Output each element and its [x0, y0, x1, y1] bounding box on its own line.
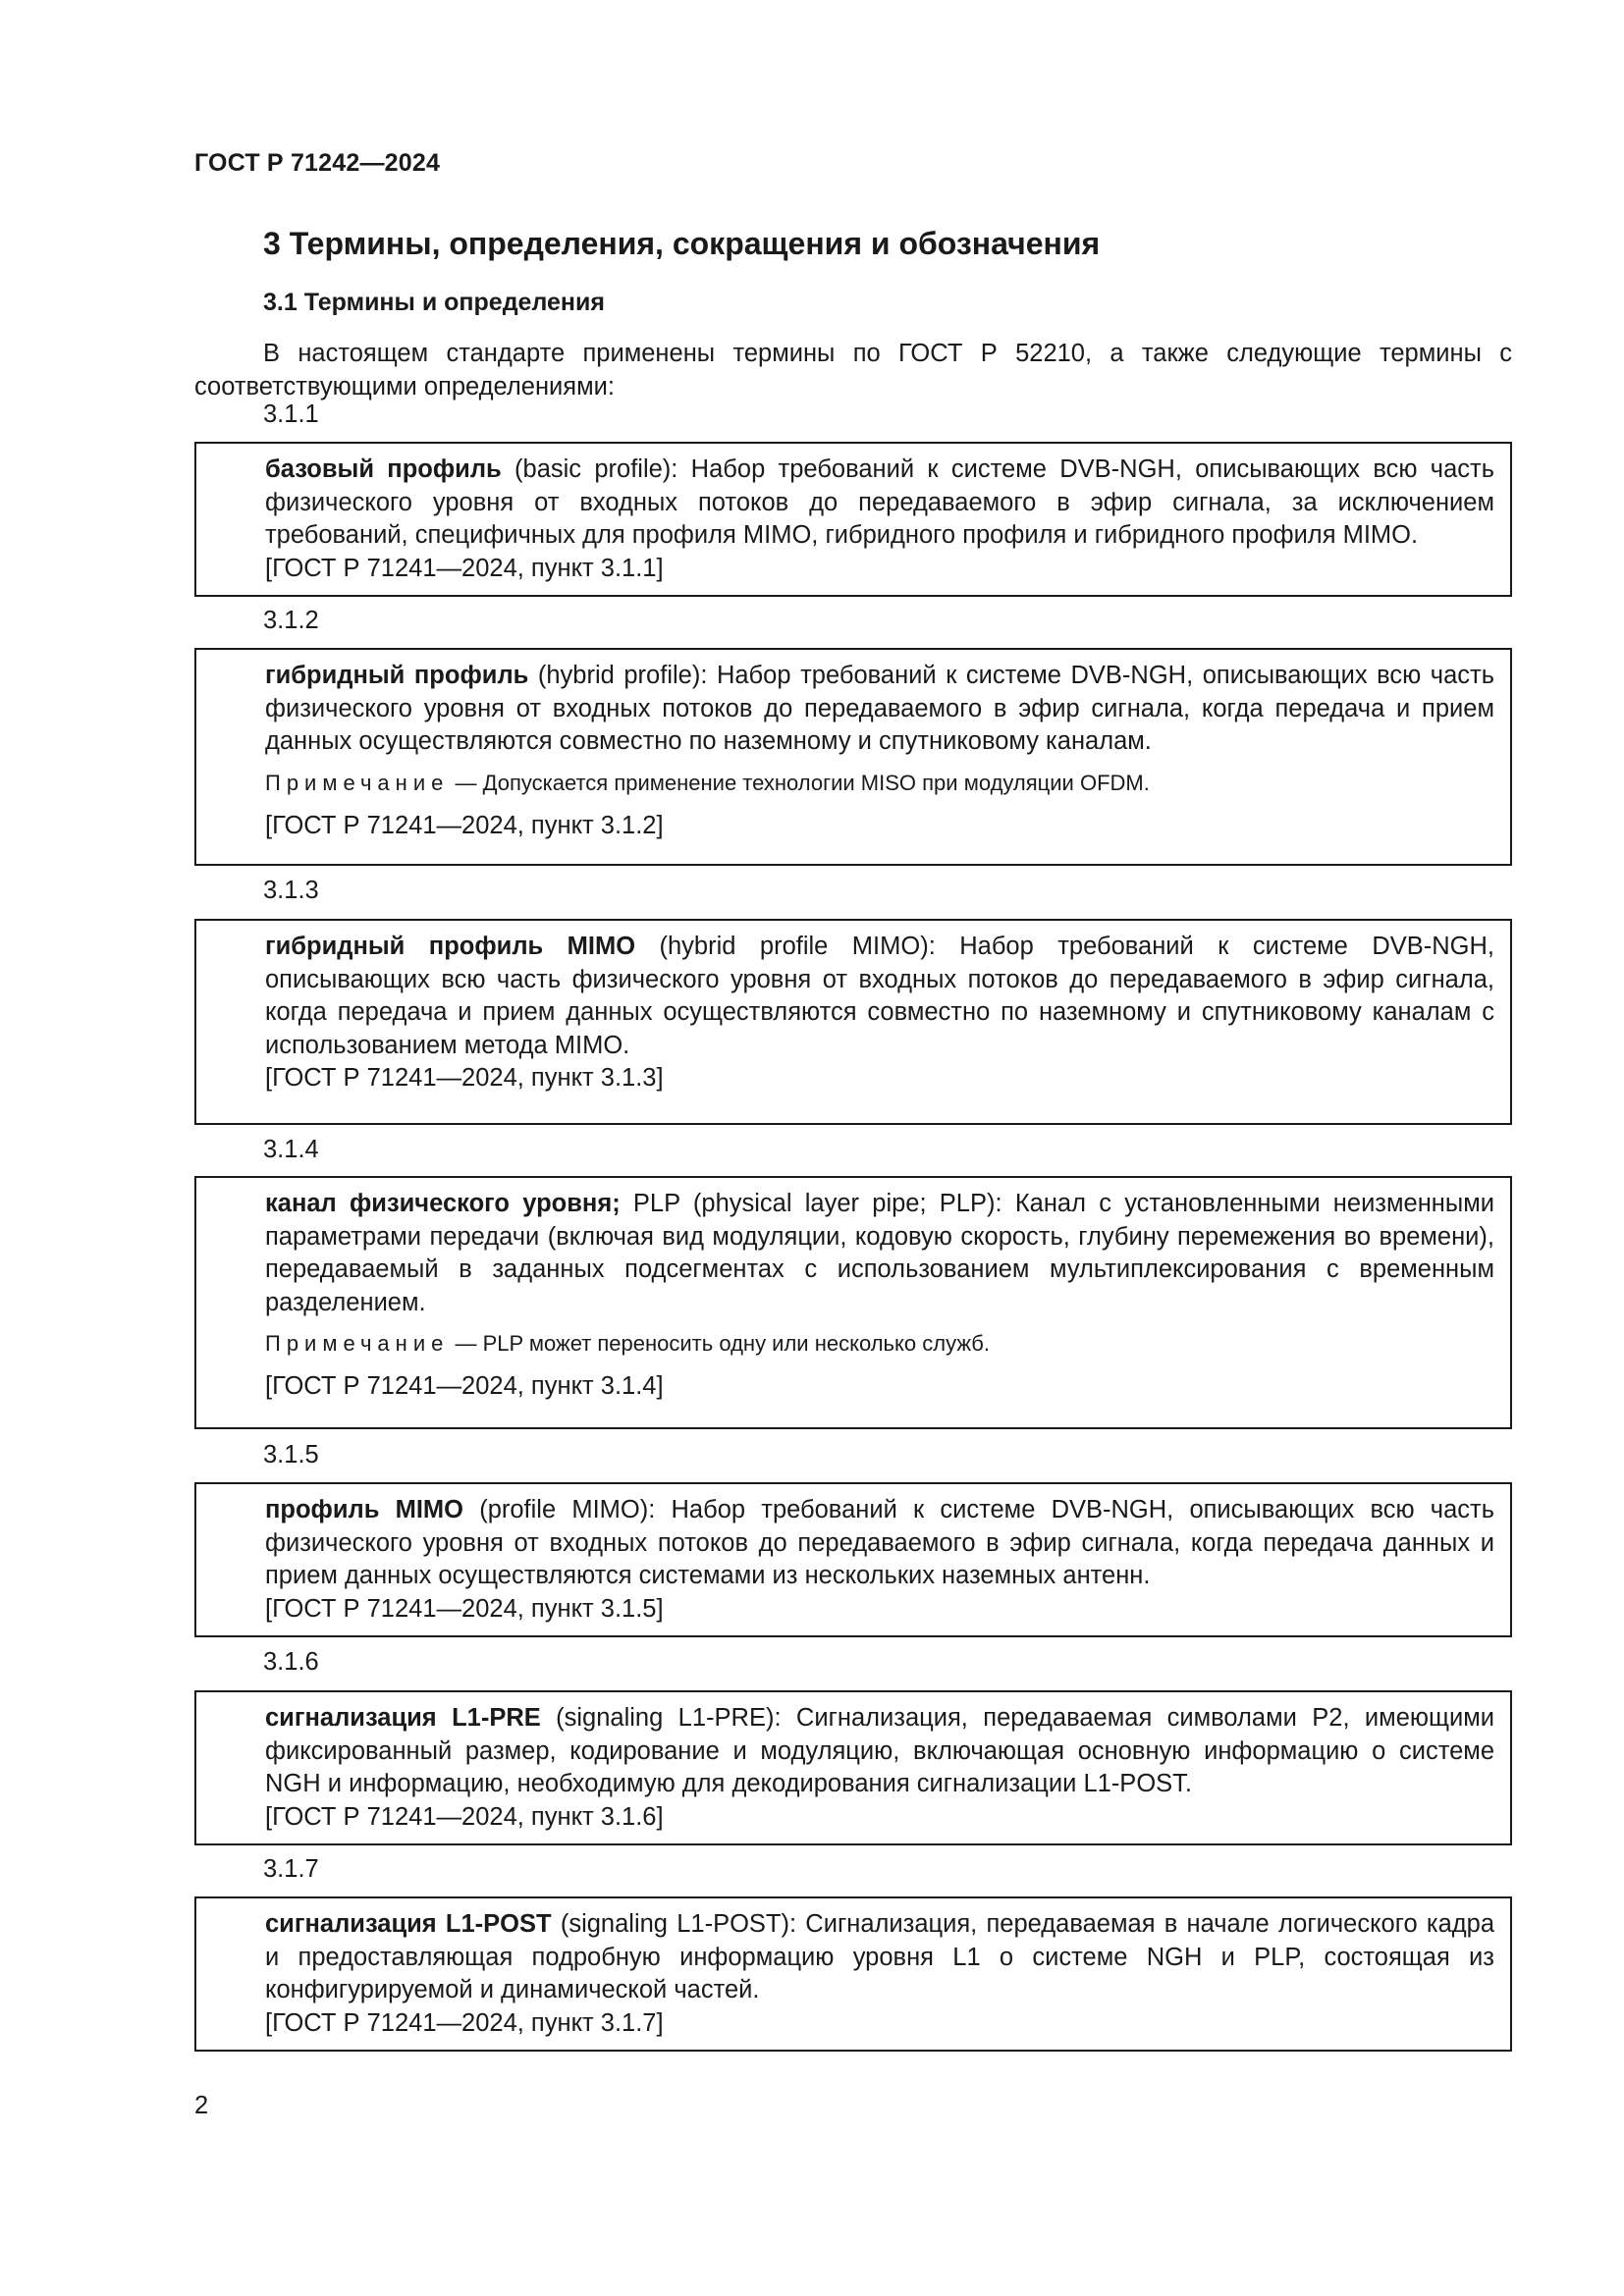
term-name: профиль MIMO — [265, 1496, 464, 1523]
term-number: 3.1.1 — [263, 400, 319, 428]
term-box — [194, 1176, 1512, 1429]
term-definition-text: (profile MIMO): Набор требований к системе DVB-NGH, описывающих всю часть физического уровня от входных потоков до передаваемого в эфир сигнала, когда передача данных и прием данных осуществляются системами из нескольких наземных антенн. — [265, 1496, 1494, 1589]
term-number: 3.1.7 — [263, 1855, 319, 1883]
term-source: [ГОСТ Р 71241—2024, пункт 3.1.5] — [265, 1594, 664, 1623]
term-number: 3.1.2 — [263, 607, 319, 634]
term-definition — [212, 660, 1494, 759]
term-source: [ГОСТ Р 71241—2024, пункт 3.1.1] — [265, 554, 664, 582]
term-definition-text: (hybrid profile): Набор требований к системе DVB-NGH, описывающих всю часть физического уровня от входных потоков до передаваемого в эфир сигнала, когда передача и прием данных осуществляются совместно по наземному и спутниковому каналам. — [265, 662, 1494, 755]
term-box — [194, 1690, 1512, 1845]
term-box — [194, 442, 1512, 597]
term-number: 3.1.3 — [263, 877, 319, 904]
term-box — [194, 919, 1512, 1125]
note-label: Примечание — [265, 770, 450, 795]
term-definition-text: (signaling L1-PRE): Сигнализация, передаваемая символами P2, имеющими фиксированный размер, кодирование и модуляцию, включающая основную информацию о системе NGH и информацию, необходимую для декодирования сигнализации L1-POST. — [265, 1704, 1494, 1797]
term-definition — [212, 1908, 1494, 2007]
term-box — [194, 1482, 1512, 1637]
term-name: канал физического уровня; — [265, 1190, 621, 1217]
term-number: 3.1.6 — [263, 1648, 319, 1676]
term-source: [ГОСТ Р 71241—2024, пункт 3.1.3] — [265, 1064, 664, 1092]
term-source: [ГОСТ Р 71241—2024, пункт 3.1.2] — [265, 811, 664, 839]
term-definition — [212, 1702, 1494, 1801]
term-definition — [212, 931, 1494, 1062]
term-definition-text: PLP (physical layer pipe; PLP): Канал с установленными неизменными параметрами передачи (включая вид модуляции, кодовую скорость, глубину перемежения во времени), передаваемый в заданных подсегментах с использованием мультиплексирования с временным разделением. — [265, 1190, 1494, 1316]
term-number: 3.1.4 — [263, 1136, 319, 1163]
term-name: сигнализация L1-PRE — [265, 1704, 541, 1732]
term-name: гибридный профиль MIMO — [265, 933, 636, 960]
note-text: — Допускается применение технологии MISO при модуляции OFDM. — [449, 770, 1150, 795]
note-text: — PLP может переносить одну или несколько служб. — [449, 1331, 990, 1356]
term-name: базовый профиль — [265, 455, 502, 483]
page-number: 2 — [194, 2092, 209, 2119]
term-name: гибридный профиль — [265, 662, 529, 689]
subsection-title: 3.1 Термины и определения — [263, 289, 605, 316]
term-source: [ГОСТ Р 71241—2024, пункт 3.1.4] — [265, 1372, 664, 1400]
term-definition — [212, 1188, 1494, 1319]
term-source: [ГОСТ Р 71241—2024, пункт 3.1.6] — [265, 1802, 664, 1831]
document-header: ГОСТ Р 71242—2024 — [194, 149, 441, 177]
term-definition-text: (hybrid profile MIMO): Набор требований к системе DVB-NGH, описывающих всю часть физического уровня от входных потоков до передаваемого в эфир сигнала, когда передача и прием данных осуществляются совместно по наземному и спутниковому каналам с использованием метода MIMO. — [265, 933, 1494, 1059]
intro-paragraph: В настоящем стандарте применены термины по ГОСТ Р 52210, а также следующие термины с соответствующими определениями: — [194, 340, 1512, 400]
term-definition — [212, 454, 1494, 553]
term-definition-text: (basic profile): Набор требований к системе DVB-NGH, описывающих всю часть физического уровня от входных потоков до передаваемого в эфир сигнала, за исключением требований, специфичных для профиля MIMO, гибридного профиля и гибридного профиля MIMO. — [265, 455, 1494, 549]
term-note — [265, 1329, 1494, 1359]
section-title: 3 Термины, определения, сокращения и обозначения — [263, 226, 1101, 261]
term-number: 3.1.5 — [263, 1441, 319, 1468]
term-box — [194, 648, 1512, 866]
term-box — [194, 1896, 1512, 2052]
term-definition-text: (signaling L1-POST): Сигнализация, передаваемая в начале логического кадра и предоставляющая подробную информацию уровня L1 о системе NGH и PLP, состоящая из конфигурируемой и динамической частей. — [265, 1910, 1495, 2003]
term-name: сигнализация L1-POST — [265, 1910, 552, 1938]
note-label: Примечание — [265, 1331, 450, 1356]
term-source: [ГОСТ Р 71241—2024, пункт 3.1.7] — [265, 2008, 664, 2037]
term-note — [265, 769, 1494, 798]
term-definition — [212, 1494, 1494, 1593]
